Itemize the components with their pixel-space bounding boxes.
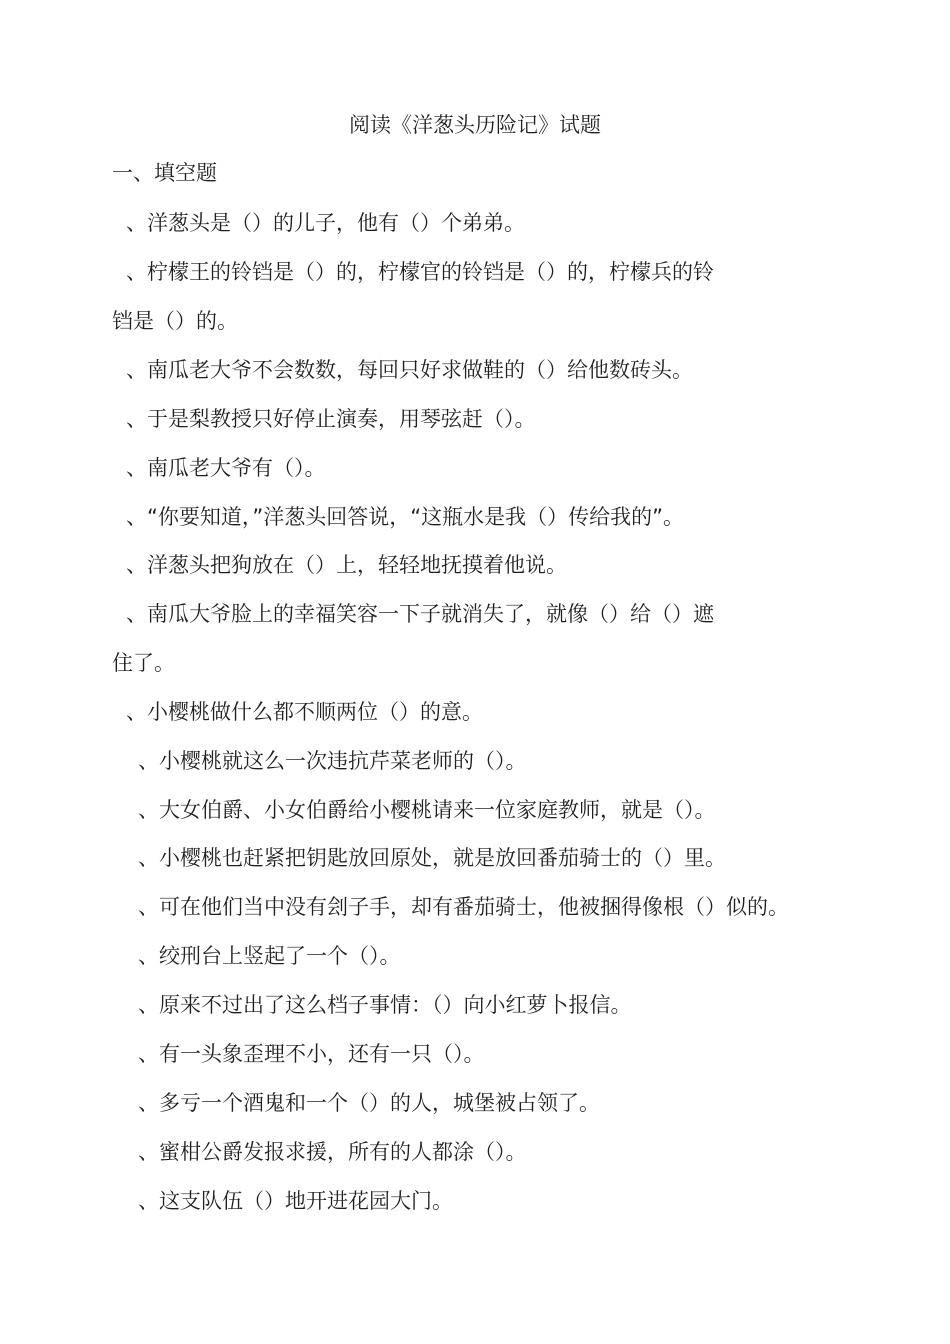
question-line: 、有一头象歪理不小，还有一只（）。	[138, 1042, 485, 1066]
question-line: 、洋葱头是（）的儿子，他有（）个弟弟。	[126, 211, 525, 235]
question-line: 、南瓜老大爷有（）。	[126, 456, 326, 480]
question-line: 、南瓜老大爷不会数数，每回只好求做鞋的（）给他数砖头。	[126, 358, 693, 382]
section-heading: 一、填空题	[112, 161, 217, 185]
question-line: 、小樱桃就这么一次违抗芹菜老师的（）。	[138, 749, 527, 773]
question-line: 、小樱桃做什么都不顺两位（）的意。	[126, 700, 483, 724]
question-line: 、蜜柑公爵发报求援，所有的人都涂（）。	[138, 1140, 527, 1164]
question-line: 、柠檬王的铃铛是（）的，柠檬官的铃铛是（）的，柠檬兵的铃	[126, 260, 714, 284]
question-line: 、小樱桃也赶紧把钥匙放回原处，就是放回番茄骑士的（）里。	[138, 846, 726, 870]
question-line: 、“你要知道，”洋葱头回答说，“这瓶水是我（）传给我的”。	[126, 505, 685, 529]
question-line: 、南瓜大爷脸上的幸福笑容一下子就消失了，就像（）给（）遮	[126, 602, 714, 626]
question-line: 、可在他们当中没有刽子手，却有番茄骑士，他被捆得像根（）似的。	[138, 895, 789, 919]
question-line: 、多亏一个酒鬼和一个（）的人，城堡被占领了。	[138, 1091, 600, 1115]
question-line: 、大女伯爵、小女伯爵给小樱桃请来一位家庭教师，就是（）。	[138, 798, 716, 822]
question-line: 、于是梨教授只好停止演奏，用琴弦赶（）。	[126, 407, 536, 431]
question-line-continuation: 铛是（）的。	[112, 309, 238, 333]
question-line: 、原来不过出了这么档子事情：（）向小红萝卜报信。	[138, 993, 632, 1017]
document-title: 阅读《洋葱头历险记》试题	[349, 113, 601, 137]
question-line: 、这支队伍（）地开进花园大门。	[138, 1189, 453, 1213]
question-line: 、绞刑台上竖起了一个（）。	[138, 944, 401, 968]
question-line-continuation: 住了。	[112, 651, 175, 675]
question-line: 、洋葱头把狗放在（）上，轻轻地抚摸着他说。	[126, 553, 567, 577]
